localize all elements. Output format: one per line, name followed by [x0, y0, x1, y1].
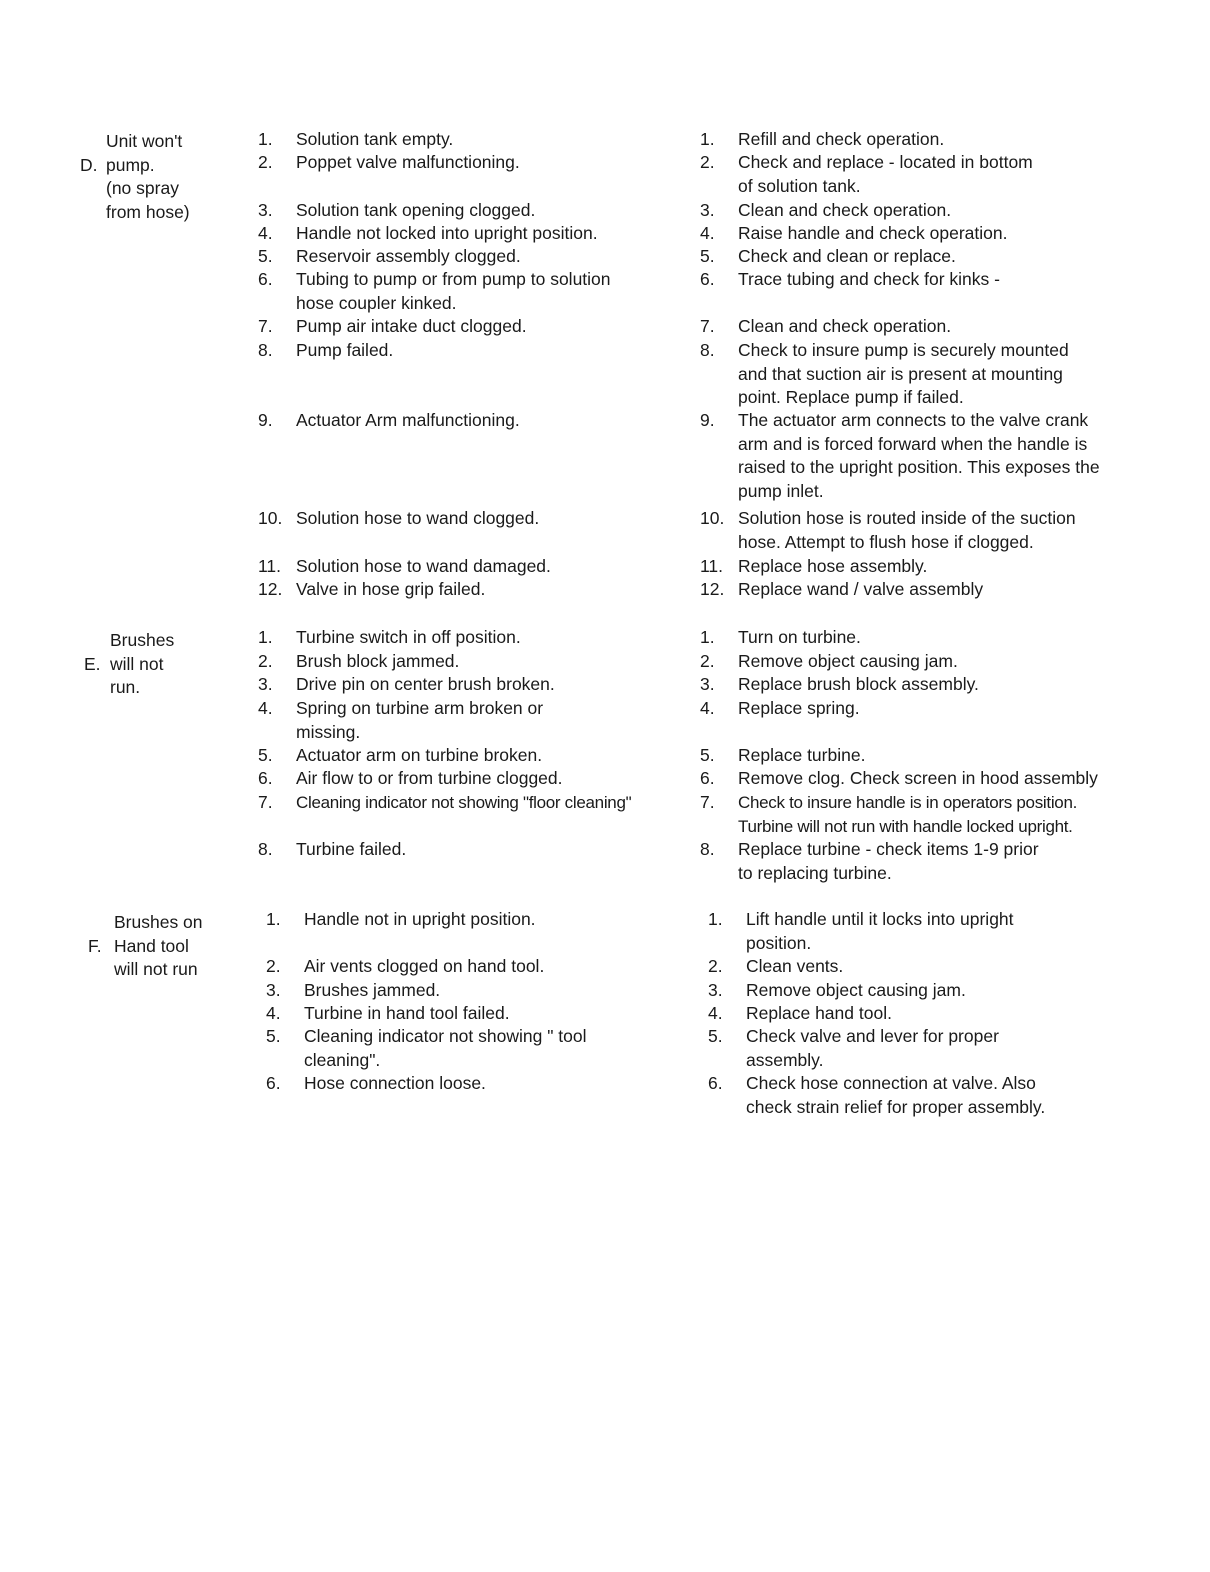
cause-number: 4.	[266, 1003, 281, 1023]
cause-number: 11.	[258, 556, 282, 576]
cause-number: 12.	[258, 579, 283, 599]
remedy-text: Remove object causing jam.	[746, 980, 966, 1000]
remedy-number: 11.	[700, 556, 724, 576]
cause-text: Brushes jammed.	[304, 980, 441, 1000]
remedy-number: 1.	[700, 627, 715, 647]
remedy-text: Raise handle and check operation.	[738, 223, 1008, 243]
remedy-text: Replace hose assembly.	[738, 556, 928, 576]
cause-text: Solution tank opening clogged.	[296, 200, 536, 220]
remedy-text: Check to insure pump is securely mounted and that suction air is present at mounting point. Replace pump if failed.	[738, 340, 1069, 407]
remedy-text: Replace turbine - check items 1-9 prior to replacing turbine.	[738, 839, 1039, 883]
cause-text: Brush block jammed.	[296, 651, 460, 671]
remedy-number: 5.	[708, 1026, 723, 1046]
symptom-text: Unit won't pump. (no spray from hose)	[106, 131, 190, 222]
cause-text: Turbine failed.	[296, 839, 407, 859]
cause-text: Solution tank empty.	[296, 129, 454, 149]
remedy-number: 7.	[700, 316, 715, 336]
remedy-number: 6.	[700, 269, 715, 289]
cause-number: 2.	[266, 956, 281, 976]
cause-text: Hose connection loose.	[304, 1073, 486, 1093]
cause-text: Air flow to or from turbine clogged.	[296, 768, 563, 788]
remedy-text: Check to insure handle is in operators position. Turbine will not run with handle locked upright.	[738, 793, 1078, 836]
symptom-e	[84, 629, 254, 697]
cause-number: 1.	[266, 909, 281, 929]
cause-number: 3.	[258, 674, 273, 694]
remedy-number: 8.	[700, 839, 715, 859]
cause-number: 5.	[258, 246, 273, 266]
cause-text: Handle not in upright position.	[304, 909, 536, 929]
remedy-text: Lift handle until it locks into upright position.	[746, 909, 1014, 953]
remedy-number: 4.	[700, 223, 715, 243]
cause-number: 3.	[266, 980, 281, 1000]
cause-number: 7.	[258, 316, 273, 336]
cause-text: Handle not locked into upright position.	[296, 223, 598, 243]
cause-number: 9.	[258, 410, 273, 430]
symptom-letter: E.	[84, 653, 101, 674]
remedy-number: 1.	[708, 909, 723, 929]
remedy-text: Trace tubing and check for kinks -	[738, 269, 1000, 289]
cause-text: Pump air intake duct clogged.	[296, 316, 527, 336]
cause-number: 5.	[258, 745, 273, 765]
cause-text: Reservoir assembly clogged.	[296, 246, 521, 266]
remedy-text: The actuator arm connects to the valve crank arm and is forced forward when the handle is raised to the upright position. This exposes the pump inlet.	[738, 410, 1100, 501]
remedy-text: Check valve and lever for proper assembly.	[746, 1026, 999, 1070]
cause-number: 10.	[258, 508, 283, 528]
cause-number: 6.	[266, 1073, 281, 1093]
remedy-number: 2.	[700, 651, 715, 671]
cause-number: 7.	[258, 792, 273, 812]
cause-text: Drive pin on center brush broken.	[296, 674, 555, 694]
remedy-text: Remove object causing jam.	[738, 651, 958, 671]
remedy-text: Check and clean or replace.	[738, 246, 956, 266]
remedy-text: Replace wand / valve assembly	[738, 579, 984, 599]
cause-number: 2.	[258, 152, 273, 172]
cause-text: Valve in hose grip failed.	[296, 579, 486, 599]
remedy-text: Check hose connection at valve. Also check strain relief for proper assembly.	[746, 1073, 1046, 1117]
cause-number: 8.	[258, 340, 273, 360]
cause-text: Solution hose to wand clogged.	[296, 508, 540, 528]
remedy-number: 7.	[700, 792, 715, 812]
remedy-text: Replace hand tool.	[746, 1003, 892, 1023]
cause-number: 2.	[258, 651, 273, 671]
remedy-text: Remove clog. Check screen in hood assembly	[738, 768, 1098, 788]
remedy-number: 5.	[700, 745, 715, 765]
cause-text: Tubing to pump or from pump to solution hose coupler kinked.	[296, 269, 611, 313]
remedy-number: 3.	[700, 674, 715, 694]
cause-text: Solution hose to wand damaged.	[296, 556, 551, 576]
remedy-number: 8.	[700, 340, 715, 360]
remedy-number: 3.	[700, 200, 715, 220]
remedy-text: Clean vents.	[746, 956, 844, 976]
cause-text: Actuator arm on turbine broken.	[296, 745, 543, 765]
remedy-number: 2.	[700, 152, 715, 172]
cause-number: 1.	[258, 129, 273, 149]
remedy-text: Clean and check operation.	[738, 200, 952, 220]
remedy-number: 1.	[700, 129, 715, 149]
remedy-number: 6.	[708, 1073, 723, 1093]
symptom-text: Brushes will not run.	[110, 630, 175, 697]
cause-text: Cleaning indicator not showing " tool cleaning".	[304, 1026, 587, 1070]
cause-number: 5.	[266, 1026, 281, 1046]
remedy-number: 10.	[700, 508, 725, 528]
cause-number: 8.	[258, 839, 273, 859]
cause-text: Poppet valve malfunctioning.	[296, 152, 520, 172]
cause-text: Cleaning indicator not showing "floor cleaning"	[296, 793, 632, 812]
remedy-number: 4.	[700, 698, 715, 718]
cause-number: 3.	[258, 200, 273, 220]
cause-text: Spring on turbine arm broken or missing.	[296, 698, 544, 742]
cause-text: Actuator Arm malfunctioning.	[296, 410, 520, 430]
remedy-text: Solution hose is routed inside of the suction hose. Attempt to flush hose if clogged.	[738, 508, 1076, 552]
remedy-number: 6.	[700, 768, 715, 788]
remedy-text: Replace brush block assembly.	[738, 674, 979, 694]
symptom-letter: F.	[88, 935, 102, 956]
remedy-number: 9.	[700, 410, 715, 430]
cause-text: Air vents clogged on hand tool.	[304, 956, 545, 976]
cause-text: Pump failed.	[296, 340, 394, 360]
cause-text: Turbine in hand tool failed.	[304, 1003, 510, 1023]
remedy-text: Refill and check operation.	[738, 129, 945, 149]
remedy-number: 2.	[708, 956, 723, 976]
remedy-number: 5.	[700, 246, 715, 266]
remedy-text: Check and replace - located in bottom of solution tank.	[738, 152, 1033, 196]
symptom-letter: D.	[80, 154, 98, 175]
cause-number: 4.	[258, 698, 273, 718]
cause-number: 6.	[258, 768, 273, 788]
cause-number: 1.	[258, 627, 273, 647]
cause-number: 4.	[258, 223, 273, 243]
remedy-text: Replace turbine.	[738, 745, 866, 765]
cause-text: Turbine switch in off position.	[296, 627, 521, 647]
remedy-number: 4.	[708, 1003, 723, 1023]
symptom-text: Brushes on Hand tool will not run	[114, 912, 203, 979]
symptom-f	[88, 911, 258, 979]
remedy-number: 12.	[700, 579, 725, 599]
remedy-text: Turn on turbine.	[738, 627, 861, 647]
symptom-d	[80, 130, 250, 222]
cause-number: 6.	[258, 269, 273, 289]
remedy-text: Replace spring.	[738, 698, 860, 718]
remedy-text: Clean and check operation.	[738, 316, 952, 336]
remedy-number: 3.	[708, 980, 723, 1000]
